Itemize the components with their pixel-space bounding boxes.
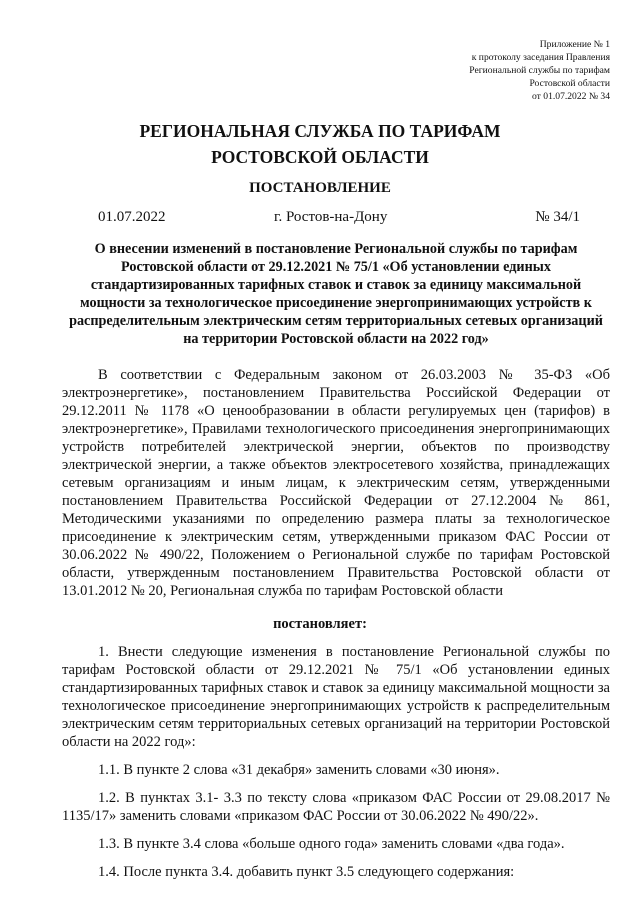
item-1-2: 1.2. В пунктах 3.1- 3.3 по тексту слова «приказом ФАС России от 29.08.2017 № 1135/17» заменить словами «приказом ФАС России от 30.06.2022 № 490/22». (62, 790, 610, 824)
item-1: 1. Внести следующие изменения в постановление Региональной службы по тарифам Ростовской области от 29.12.2021 № 75/1 «Об установлении единых стандартизированных тарифных ставок и ставок за единицу максимальной мощности за технологическое присоединение энергопринимающих устройств к распределительным электрическим сетям территориальных сетевых организаций на территории Ростовской области на 2022 год»: (62, 644, 610, 750)
document-date: 01.07.2022 (98, 209, 166, 225)
item-1-3: 1.3. В пункте 3.4 слова «больше одного года» заменить словами «два года». (98, 836, 565, 852)
item-1-1: 1.1. В пункте 2 слова «31 декабря» заменить словами «30 июня». (98, 762, 500, 778)
document-type-heading: ПОСТАНОВЛЕНИЕ (249, 180, 391, 196)
appendix-note (469, 38, 610, 103)
appendix-line-5: от 01.07.2022 № 34 (532, 91, 610, 102)
agency-title (0, 118, 640, 170)
agency-title-line-2: РОСТОВСКОЙ ОБЛАСТИ (211, 147, 429, 167)
appendix-line-4: Ростовской области (529, 78, 610, 89)
item-1-4: 1.4. После пункта 3.4. добавить пункт 3.5 следующего содержания: (98, 864, 515, 880)
document-subject: О внесении изменений в постановление Региональной службы по тарифам Ростовской области от 29.12.2021 № 75/1 «Об установлении единых стандартизированных тарифных ставок и ставок за единицу максимальной мощности за технологическое присоединение энергопринимающих устройств к распределительным электрическим сетям территориальных сетевых организаций на территории Ростовской области на 2022 год» (69, 241, 603, 347)
document-number: № 34/1 (535, 209, 580, 225)
appendix-line-1: Приложение № 1 (539, 39, 610, 50)
preamble-paragraph: В соответствии с Федеральным законом от 26.03.2003 № 35-ФЗ «Об электроэнергетике», постановлением Правительства Российской Федерации от 29.12.2011 № 1178 «О ценообразовании в области регулируемых цен (тарифов) в электроэнергетике», Правилами технологического присоединения энергопринимающих устройств потребителей электрической энергии, объектов по производству электрической энергии, а также объектов электросетевого хозяйства, принадлежащих сетевым организациям и иным лицам, к электрическим сетям, утвержденными постановлением Правительства Российской Федерации от 27.12.2004 № 861, Методическими указаниями по определению размера платы за технологическое присоединение к электрическим сетям, утвержденными приказом ФАС России от 30.06.2022 № 490/22, Положением о Региональной службе по тарифам Ростовской области, утвержденным постановлением Правительства Ростовской области от 13.01.2012 № 20, Региональная служба по тарифам Ростовской области (62, 367, 610, 599)
resolves-heading: постановляет: (273, 616, 367, 632)
document-city: г. Ростов-на-Дону (274, 209, 388, 225)
appendix-line-3: Региональной службы по тарифам (469, 65, 610, 76)
agency-title-line-1: РЕГИОНАЛЬНАЯ СЛУЖБА ПО ТАРИФАМ (139, 121, 501, 141)
resolution-items (62, 643, 610, 891)
appendix-line-2: к протоколу заседания Правления (471, 52, 610, 63)
